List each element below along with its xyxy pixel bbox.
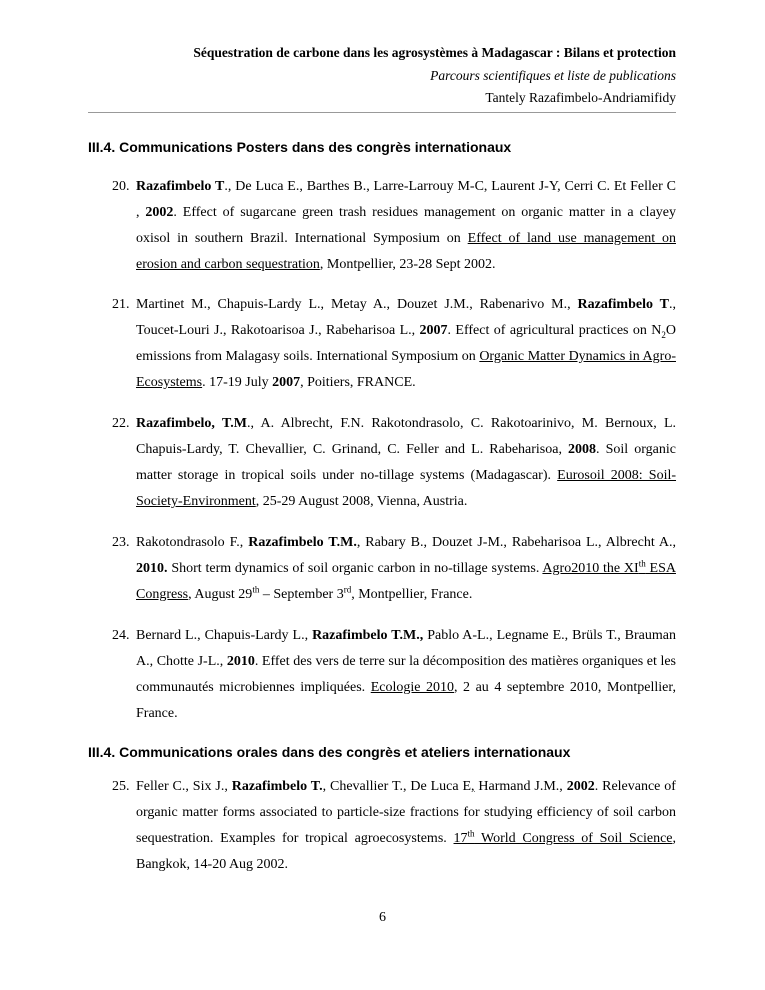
- reference-body: Short term dynamics of soil organic carbon in no-tillage systems.: [167, 561, 543, 576]
- reference-year: 2008: [568, 442, 597, 457]
- reference-tail-2: , Poitiers, FRANCE.: [300, 375, 416, 390]
- highlighted-author: Razafimbelo T.: [231, 779, 323, 794]
- reference-entry-25: [112, 774, 676, 878]
- highlighted-author: Razafimbelo, T.M: [136, 416, 247, 431]
- venue-part: Agro2010 the XI: [542, 561, 639, 576]
- reference-venue: Effect of land use management on erosion and carbon sequestration: [136, 231, 676, 272]
- reference-body: . Relevance of organic matter forms associated to particle-size fractions for studying efficiency of soil carbon sequestration. Examples for tropical agroecosystems.: [136, 779, 676, 846]
- header-divider: [88, 112, 676, 113]
- superscript: th: [638, 558, 646, 569]
- section-title-oral: III.4. Communications orales dans des congrès et ateliers internationaux: [88, 744, 571, 760]
- reference-entry-22: [112, 411, 676, 515]
- running-header: [88, 43, 676, 107]
- reference-authors: ., De Luca E., Barthes B., Larre-Larrouy M-C, Laurent J-Y, Cerri C. Et Feller C ,: [136, 179, 677, 220]
- reference-number: 20.: [112, 179, 130, 194]
- reference-tail: . 17-19 July: [202, 375, 273, 390]
- reference-authors-lead: Rakotondrasolo F.,: [136, 535, 249, 550]
- reference-year: 2002: [566, 779, 595, 794]
- reference-number: 25.: [112, 779, 130, 794]
- section-title-posters: III.4. Communications Posters dans des congrès internationaux: [88, 139, 512, 155]
- reference-authors: ., Toucet-Louri J., Rakotoarisoa J., Rabeharisoa L.,: [136, 297, 677, 338]
- reference-text: [136, 411, 676, 515]
- highlighted-author: Razafimbelo T: [577, 297, 670, 312]
- reference-tail-2: – September 3: [259, 587, 344, 602]
- reference-body: . Effect of agricultural practices on N: [447, 323, 662, 338]
- reference-tail: , Montpellier, 23-28 Sept 2002.: [319, 257, 496, 272]
- reference-entry-23: [112, 530, 676, 608]
- venue-part-2: ESA Congress: [136, 561, 676, 602]
- reference-authors-lead: Martinet M., Chapuis-Lardy L., Metay A., Douzet J.M., Rabenarivo M.,: [136, 297, 578, 312]
- reference-tail: , 25-29 August 2008, Vienna, Austria.: [255, 494, 468, 509]
- reference-venue: Ecologie 2010: [370, 680, 455, 695]
- header-subtitle: Parcours scientifiques et liste de publications: [430, 68, 676, 83]
- reference-entry-21: [112, 292, 676, 396]
- reference-authors-lead: Feller C., Six J.,: [136, 779, 232, 794]
- reference-body: . Effect of sugarcane green trash residues management on organic matter in a clayey oxisol in southern Brazil. International Symposium on: [136, 205, 676, 246]
- reference-entry-20: [112, 174, 676, 278]
- reference-text: [136, 292, 676, 396]
- reference-number: 23.: [112, 535, 130, 550]
- superscript: th: [252, 584, 260, 595]
- venue-part-2: World Congress of Soil Science: [474, 831, 673, 846]
- reference-number: 24.: [112, 628, 130, 643]
- reference-year: 2002: [145, 205, 174, 220]
- reference-authors-lead: Bernard L., Chapuis-Lardy L.,: [136, 628, 313, 643]
- reference-year-2: 2007: [272, 375, 301, 390]
- reference-year: 2010.: [136, 561, 168, 576]
- underlined-comma: ,: [471, 779, 475, 794]
- reference-number: 22.: [112, 416, 130, 431]
- reference-venue: Eurosoil 2008: Soil-Society-Environment: [136, 468, 677, 509]
- reference-text: [136, 623, 676, 727]
- reference-tail: , 2 au 4 septembre 2010, Montpellier, France.: [136, 680, 676, 721]
- highlighted-author: Razafimbelo T.M.,: [312, 628, 424, 643]
- reference-text: [136, 174, 676, 278]
- reference-authors: , Rabary B., Douzet J-M., Rabeharisoa L., Albrecht A.,: [356, 535, 676, 550]
- reference-text: [136, 530, 676, 608]
- reference-venue: [453, 828, 673, 846]
- superscript: th: [467, 828, 475, 839]
- reference-year: 2010: [226, 654, 255, 669]
- reference-authors: , Chevallier T., De Luca E: [322, 779, 472, 794]
- reference-authors: ., A. Albrecht, F.N. Rakotondrasolo, C. Rakotoarinivo, M. Bernoux, L. Chapuis-Lardy, T. Chevallier, C. Grinand, C. Feller and L. Rabeharisoa,: [136, 416, 677, 457]
- reference-number: 21.: [112, 297, 130, 312]
- reference-body-cont: O emissions from Malagasy soils. International Symposium on: [136, 323, 676, 364]
- reference-text: [136, 774, 676, 878]
- header-title: Séquestration de carbone dans les agrosystèmes à Madagascar : Bilans et protection: [193, 45, 676, 60]
- page-number: 6: [379, 910, 386, 925]
- reference-tail: , August 29: [188, 587, 253, 602]
- reference-entry-24: [112, 623, 676, 727]
- reference-authors-2: Harmand J.M.,: [474, 779, 567, 794]
- reference-tail-3: , Montpellier, France.: [351, 587, 473, 602]
- header-author: Tantely Razafimbelo-Andriamifidy: [485, 90, 676, 105]
- reference-authors: Pablo A-L., Legname E., Brüls T., Brauman A., Chotte J-L.,: [136, 628, 676, 669]
- superscript: rd: [343, 584, 352, 595]
- reference-tail: , Bangkok, 14-20 Aug 2002.: [136, 831, 676, 872]
- highlighted-author: Razafimbelo T: [136, 179, 225, 194]
- reference-venue: Organic Matter Dynamics in Agro-Ecosystems: [136, 349, 676, 390]
- subscript: 2: [661, 329, 666, 340]
- reference-year: 2007: [419, 323, 448, 338]
- venue-part: 17: [453, 831, 468, 846]
- reference-body: . Soil organic matter storage in tropical soils under no-tillage systems (Madagascar).: [136, 442, 676, 483]
- reference-body: . Effet des vers de terre sur la décomposition des matières organiques et les communautés microbiennes impliquées.: [136, 654, 676, 695]
- highlighted-author: Razafimbelo T.M.: [248, 535, 357, 550]
